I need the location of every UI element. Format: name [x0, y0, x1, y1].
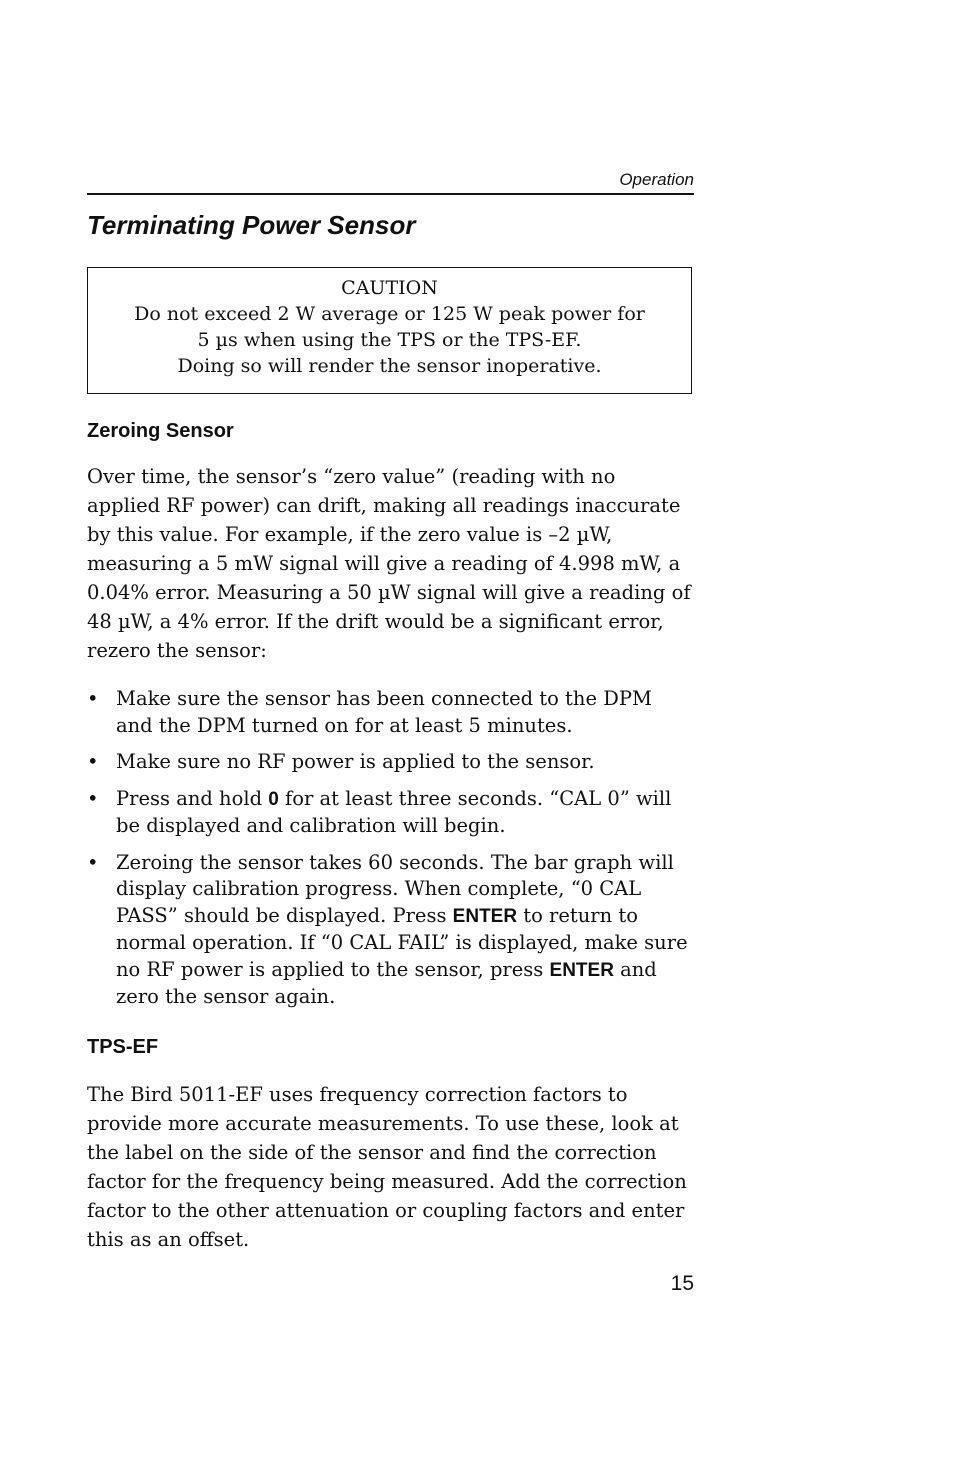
section-title: Terminating Power Sensor: [87, 210, 416, 240]
list-item-text: Make sure no RF power is applied to the sensor.: [116, 750, 595, 773]
caution-line: 5 µs when using the TPS or the TPS-EF.: [197, 329, 582, 351]
list-item: [87, 786, 694, 840]
header-rule: [87, 193, 694, 195]
list-item: [87, 850, 694, 1011]
list-item-text: Make sure the sensor has been connected to the DPM and the DPM turned on for at least 5 minutes.: [116, 687, 652, 737]
list-item: [87, 749, 694, 776]
page-number: 15: [670, 1272, 694, 1295]
list-item-text: Press and hold: [116, 786, 269, 810]
manual-page: [87, 0, 694, 1475]
bullet-symbol: •: [87, 786, 99, 810]
zeroing-paragraph: Over time, the sensor’s “zero value” (reading with no applied RF power) can drift, making all readings inaccurate by this value. For example, if the zero value is –2 µW, measuring a 5 mW signal will give a reading of 4.998 mW, a 0.04% error. Measuring a 50 µW signal will give a reading of 48 µW, a 4% error. If the drift would be a significant error, rezero the sensor:: [87, 465, 691, 662]
bullet-symbol: •: [87, 750, 99, 773]
bullet-symbol: •: [87, 687, 99, 710]
list-item-text: Zeroing the sensor takes 60 seconds. The bar graph will display calibration progress. When complete, “0 CAL PASS” should be displayed. Press: [116, 850, 674, 927]
caution-line: Do not exceed 2 W average or 125 W peak power for: [134, 303, 645, 325]
tps-ef-paragraph: The Bird 5011-EF uses frequency correction factors to provide more accurate measurements. To use these, look at the label on the side of the sensor and find the correction factor for the frequency being measured. Add the correction factor to the other attenuation or coupling factors and enter this as an offset.: [87, 1083, 687, 1251]
caution-heading: CAUTION: [341, 277, 438, 299]
zeroing-steps-list: [87, 686, 694, 1021]
key-enter: ENTER: [549, 959, 614, 981]
tps-ef-heading: TPS-EF: [87, 1036, 159, 1058]
running-head: Operation: [619, 170, 694, 189]
caution-line: Doing so will render the sensor inoperative.: [177, 355, 602, 377]
list-item-text: to return to normal operation. If “0 CAL FAIL” is displayed, make sure no RF power is applied to the sensor, press: [116, 903, 688, 981]
key-zero: 0: [268, 788, 279, 810]
bullet-symbol: •: [87, 850, 99, 874]
list-item-text: and zero the sensor again.: [116, 957, 657, 1008]
list-item-text: for at least three seconds. “CAL 0” will be displayed and calibration will begin.: [116, 786, 672, 837]
zeroing-sensor-heading: Zeroing Sensor: [87, 420, 234, 442]
caution-box: [87, 267, 692, 394]
list-item: [87, 686, 694, 739]
key-enter: ENTER: [452, 905, 518, 927]
